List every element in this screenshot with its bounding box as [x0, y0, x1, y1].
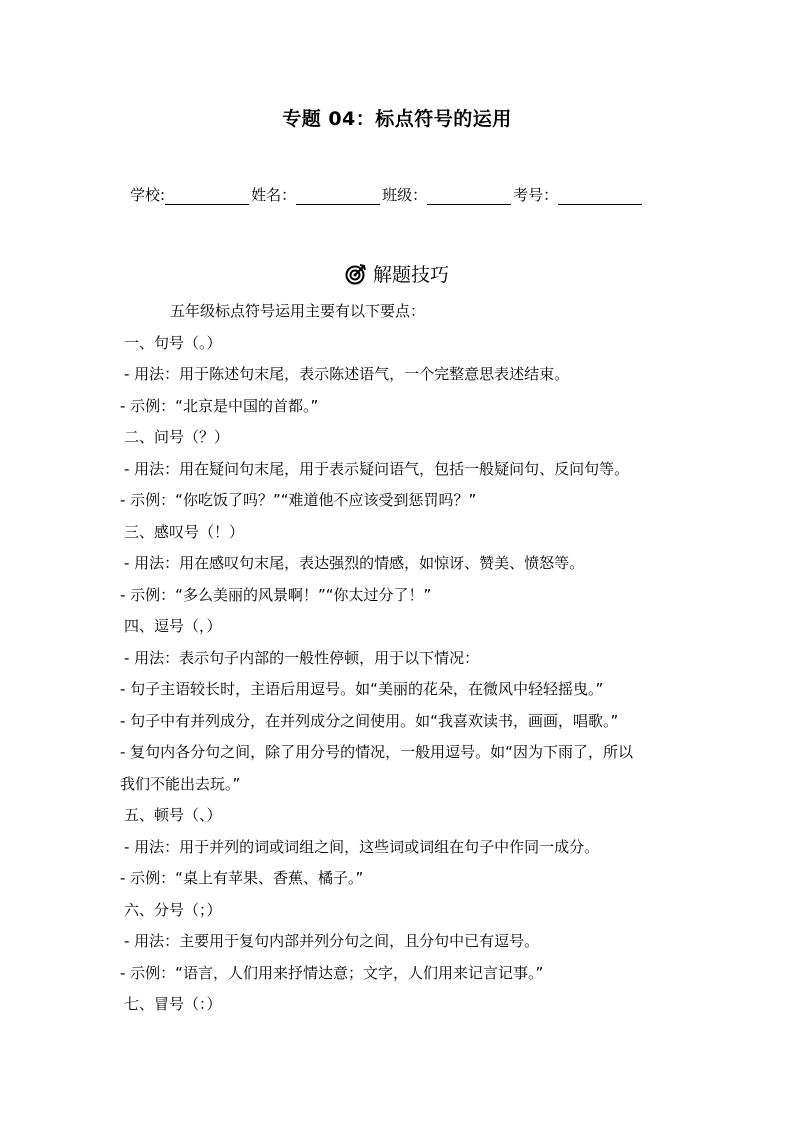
comma-case-2: - 句子中有并列成分，在并列成分之间使用。如“我喜欢读书，画画，唱歌。” — [120, 711, 619, 730]
heading-colon: 七、冒号（：） — [124, 995, 222, 1013]
heading-period: 一、句号（。） — [124, 333, 222, 352]
comma-case-3: - 复句内各分句之间，除了用分号的情况，一般用逗号。如“因为下雨了，所以 — [120, 743, 633, 761]
comma-case-3-cont: 我们不能出去玩。” — [120, 774, 241, 793]
school-label: 学校: — [130, 186, 166, 204]
comma-case-1: - 句子主语较长时，主语后用逗号。如“美丽的花朵，在微风中轻轻摇曳。” — [120, 680, 604, 698]
intro-line: 五年级标点符号运用主要有以下要点： — [170, 302, 426, 320]
school-blank — [165, 188, 249, 205]
question-usage: - 用法：用在疑问句末尾，用于表示疑问语气，包括一般疑问句、反问句等。 — [124, 459, 630, 478]
exclamation-usage: - 用法：用在感叹句末尾，表达强烈的情感，如惊讶、赞美、愤怒等。 — [124, 554, 585, 572]
exclamation-example: - 示例：“多么美丽的风景啊！”“你太过分了！” — [120, 585, 432, 604]
target-icon — [345, 263, 367, 285]
section-heading — [0, 260, 794, 287]
semicolon-usage: - 用法：主要用于复句内部并列分句之间，且分句中已有逗号。 — [124, 932, 540, 950]
semicolon-example: - 示例：“语言，人们用来抒情达意；文字，人们用来记言记事。” — [120, 963, 544, 982]
class-blank — [427, 188, 511, 205]
content-body — [120, 296, 690, 1021]
comma-usage: - 用法：表示句子内部的一般性停顿，用于以下情况： — [124, 648, 480, 667]
heading-comma: 四、逗号（，） — [124, 617, 222, 635]
student-info-row — [130, 184, 644, 205]
heading-question: 二、问号（？） — [124, 428, 230, 446]
class-label: 班级： — [382, 186, 428, 204]
heading-semicolon: 六、分号（；） — [124, 900, 222, 919]
period-example: - 示例：“北京是中国的首都。” — [120, 396, 319, 415]
page-title: 专题 04：标点符号的运用 — [282, 108, 512, 130]
heading-enumeration: 五、顿号（、） — [124, 806, 222, 824]
period-usage: - 用法：用于陈述句末尾，表示陈述语气，一个完整意思表述结束。 — [124, 365, 570, 383]
number-label: 考号： — [513, 186, 559, 204]
enumeration-example: - 示例：“桌上有苹果、香蕉、橘子。” — [120, 869, 364, 887]
name-blank — [296, 188, 380, 205]
heading-exclamation: 三、感叹号（！） — [124, 522, 245, 541]
name-label: 姓名： — [251, 186, 297, 204]
section-heading-text: 解题技巧 — [372, 264, 449, 286]
enumeration-usage: - 用法：用于并列的词或词组之间，这些词或词组在句子中作同一成分。 — [124, 837, 600, 856]
number-blank — [558, 188, 642, 205]
question-example: - 示例：“你吃饭了吗？”“难道他不应该受到惩罚吗？” — [120, 491, 477, 509]
